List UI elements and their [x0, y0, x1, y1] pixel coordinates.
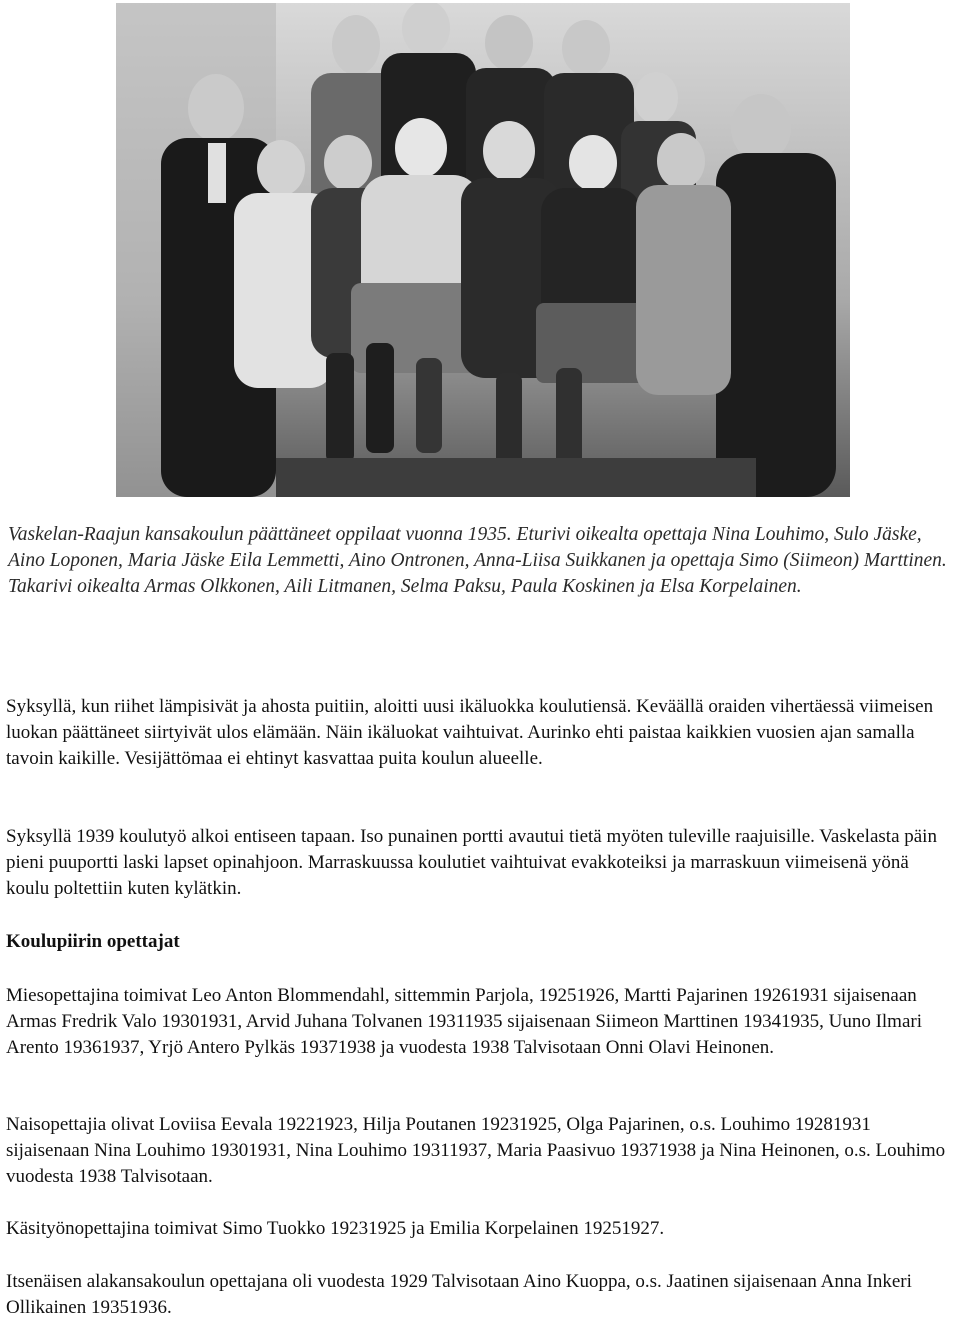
- paragraph-craft-teachers: Käsityönopettajina toimivat Simo Tuokko 19231925 ja Emilia Korpelainen 19251927.: [6, 1218, 665, 1239]
- paragraph-autumn-1939: Syksyllä 1939 koulutyö alkoi entiseen tapaan. Iso punainen portti avautui tietä myöten tuleville raajuisille. Vaskelasta päin pieni puuportti laski lapset opinahjoon. Marraskuussa koulutiet vaihtuivat evakkoteiksi ja marraskuun viimeisenä yönä koulu poltettiin kuten kylätkin.: [6, 826, 937, 899]
- paragraph-female-teachers: Naisopettajia olivat Loviisa Eevala 19221923, Hilja Poutanen 19231925, Olga Pajarinen, o.s. Louhimo 19281931 sijaisenaan Nina Louhimo 19301931, Nina Louhimo 19311937, Maria Paasivuo 19371938 ja Nina Heinonen, o.s. Louhimo vuodesta 1938 Talvisotaan.: [6, 1114, 946, 1187]
- group-photo-illustration: [116, 3, 850, 497]
- section-heading-teachers: Koulupiirin opettajat: [6, 931, 180, 952]
- paragraph-school-years: Syksyllä, kun riihet lämpisivät ja ahosta puitiin, aloitti uusi ikäluokka koulutiensä. Keväällä oraiden vihertäessä viimeisen luokan päättäneet siirtyivät ulos elämään. Näin ikäluokat vaihtuivat. Aurinko ehti paistaa kaikkien vuosien ajan samalla tavoin kaikille. Vesijättömaa ei ehtinyt kasvattaa puita koulun alueelle.: [6, 696, 934, 769]
- photo-caption: [8, 522, 948, 600]
- group-photo: [116, 3, 850, 497]
- caption-line-front-row: Vaskelan-Raajun kansakoulun päättäneet oppilaat vuonna 1935. Eturivi oikealta opettaja Nina Louhimo, Sulo Jäske, Aino Loponen, Maria Jäske Eila Lemmetti, Aino Ontronen, Anna-Liisa Suikkanen ja opettaja Simo (Siimeon) Marttinen.: [8, 524, 947, 571]
- caption-line-back-row: Takarivi oikealta Armas Olkkonen, Aili Litmanen, Selma Paksu, Paula Koskinen ja Elsa Korpelainen.: [8, 576, 802, 597]
- paragraph-male-teachers: Miesopettajina toimivat Leo Anton Blommendahl, sittemmin Parjola, 19251926, Martti Pajarinen 19261931 sijaisenaan Armas Fredrik Valo 19301931, Arvid Juhana Tolvanen 19311935 sijaisenaan Siimeon Marttinen 19341935, Uuno Ilmari Arento 19361937, Yrjö Antero Pylkäs 19371938 ja vuodesta 1938 Talvisotaan Onni Olavi Heinonen.: [6, 985, 922, 1058]
- paragraph-lower-school-teacher: Itsenäisen alakansakoulun opettajana oli vuodesta 1929 Talvisotaan Aino Kuoppa, o.s. Jaatinen sijaisenaan Anna Inkeri Ollikainen 19351936.: [6, 1271, 912, 1318]
